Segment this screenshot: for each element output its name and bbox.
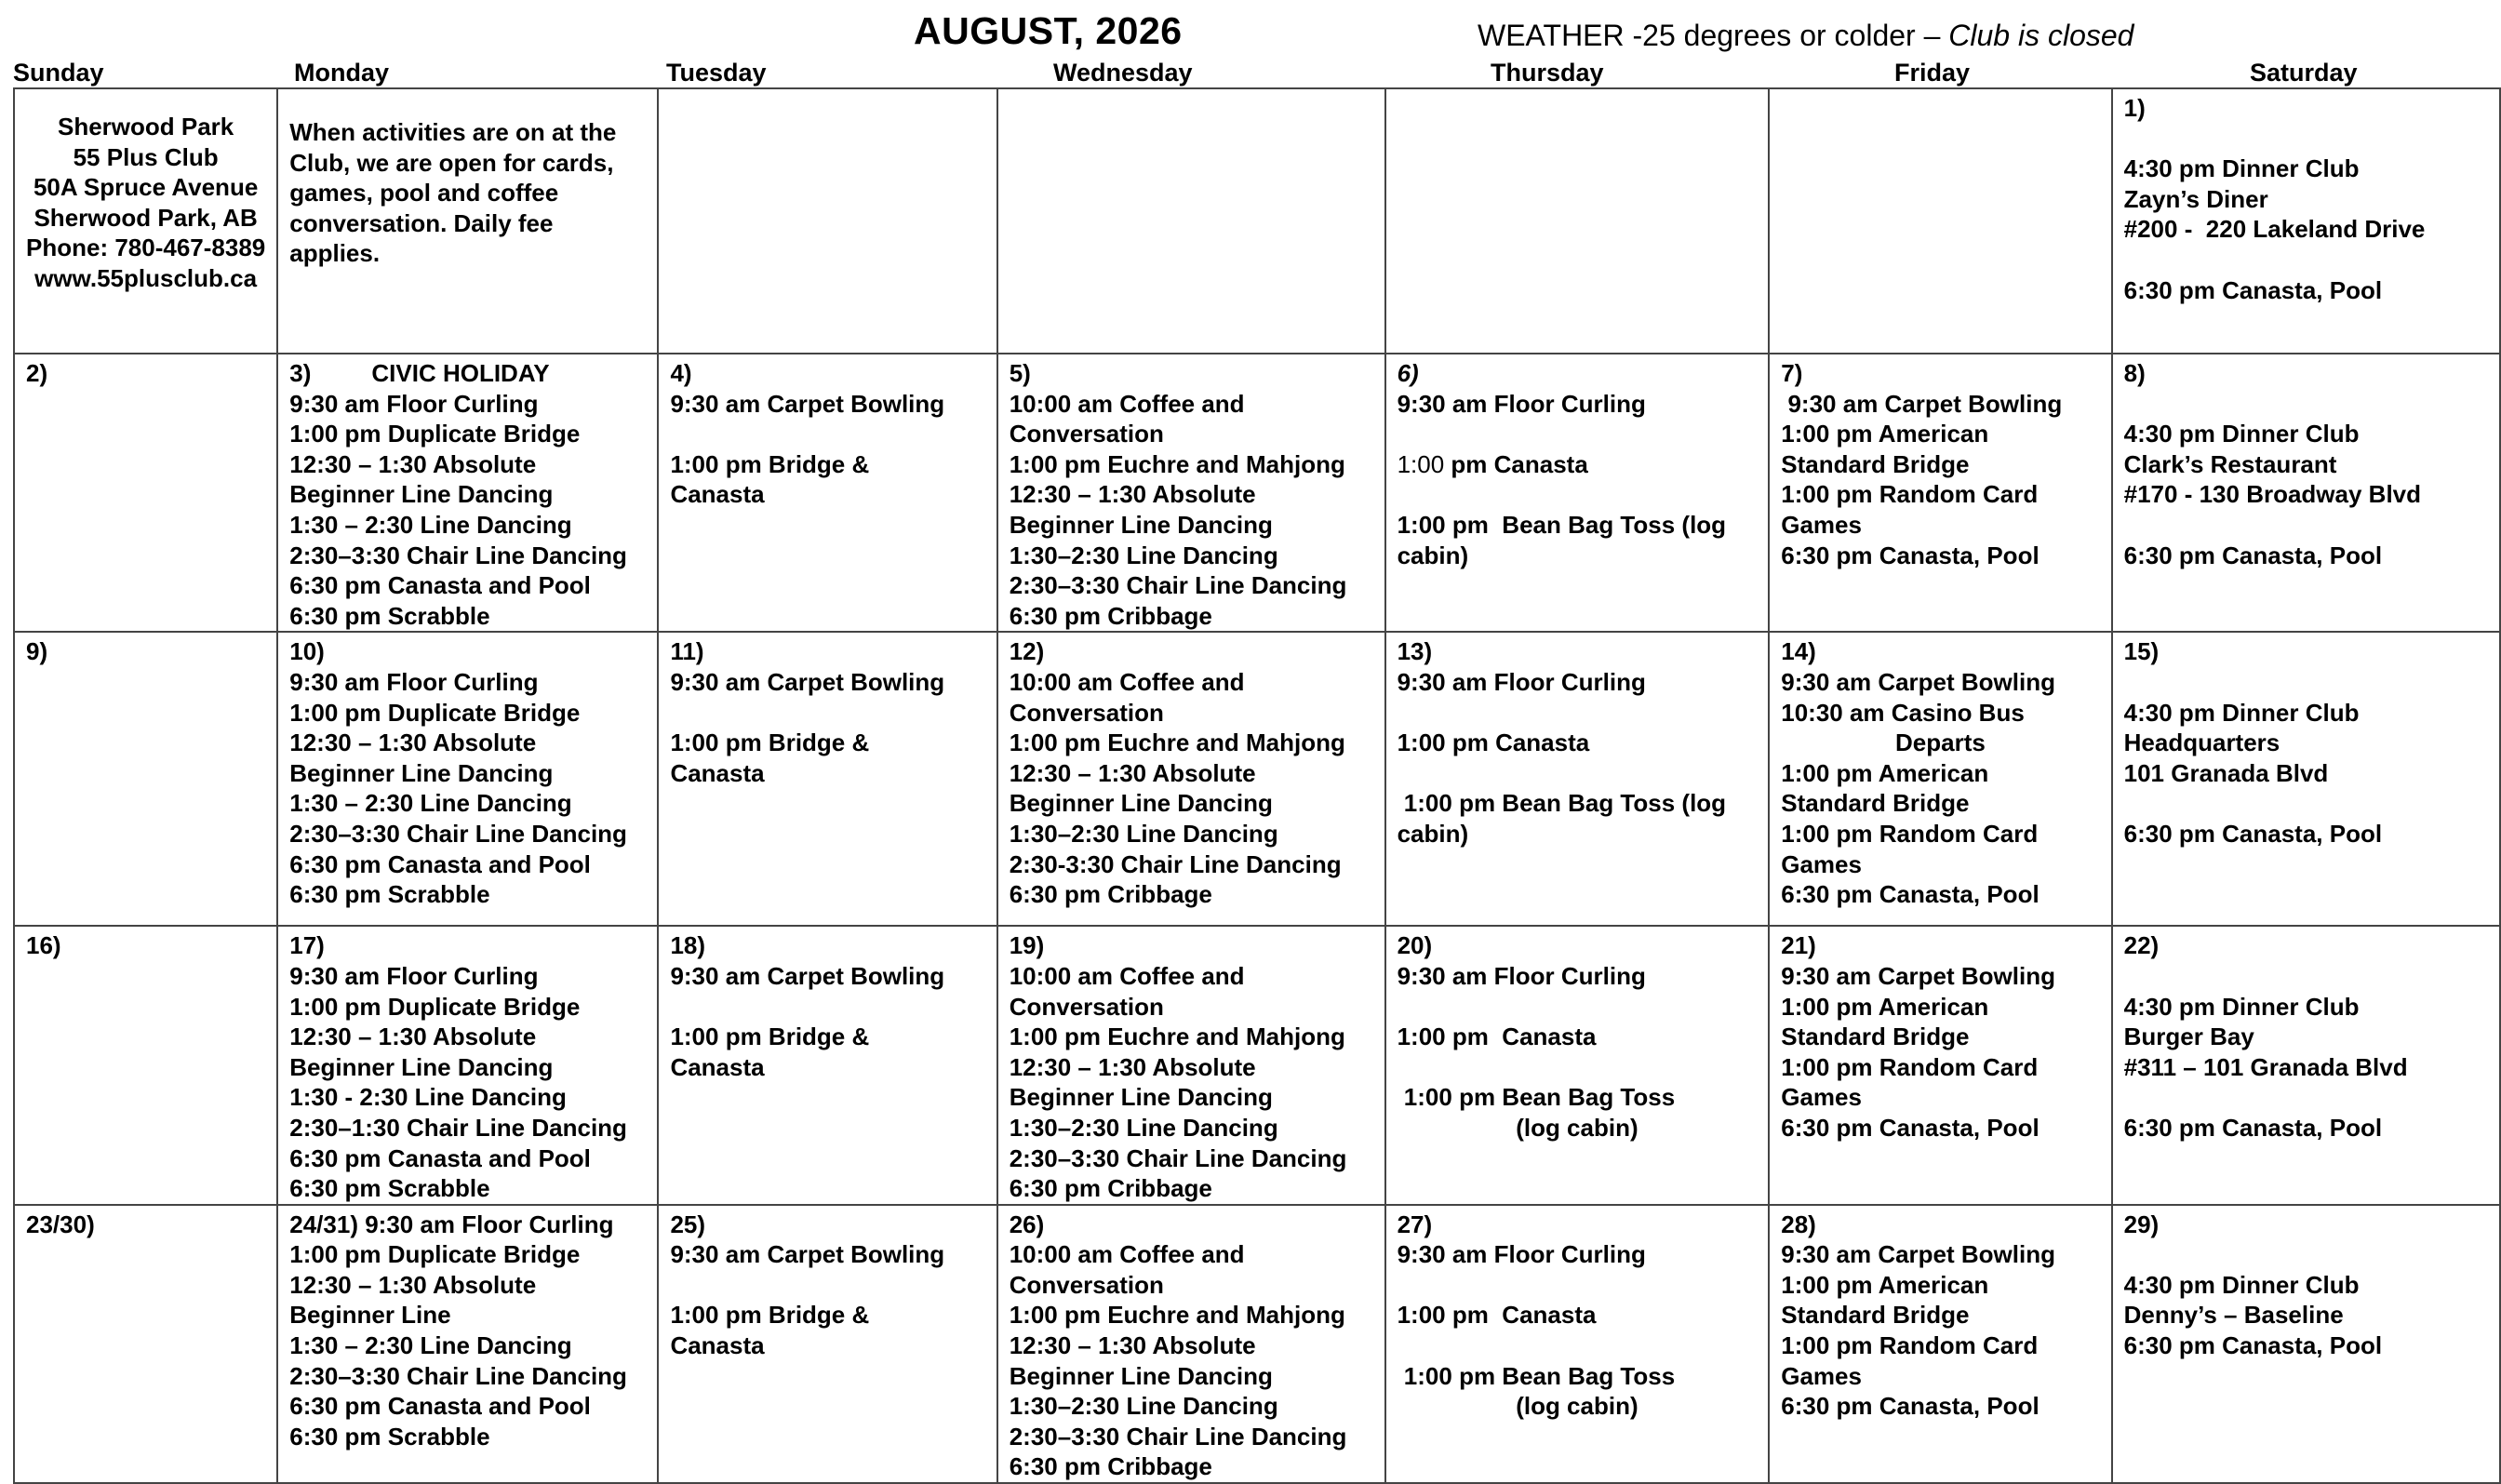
event-line: 1:30–2:30 Line Dancing xyxy=(1009,1392,1278,1421)
day-number: 17) xyxy=(289,931,325,960)
day-cell-23-30 xyxy=(14,1205,277,1483)
event-line: 4:30 pm Dinner Club xyxy=(2123,420,2360,448)
event-line: 1:00 pm Euchre and Mahjong xyxy=(1009,1301,1345,1330)
event-line: Conversation xyxy=(1009,992,1164,1021)
day-number: 10) xyxy=(289,637,325,666)
event-line: Beginner Line Dancing xyxy=(1009,789,1273,818)
day-number: 21) xyxy=(1781,931,1816,960)
event-line: 6:30 pm Cribbage xyxy=(1009,601,1212,630)
event-line: 6:30 pm Cribbage xyxy=(1009,1174,1212,1203)
event-line: Canasta xyxy=(670,758,765,787)
weather-notice xyxy=(1478,19,2133,53)
event-line: 6:30 pm Canasta, Pool xyxy=(2123,819,2383,848)
event-line: 6:30 pm Cribbage xyxy=(1009,1452,1212,1481)
event-line: 9:30 am Carpet Bowling xyxy=(1781,961,2055,990)
day-cell-empty xyxy=(1769,88,2111,354)
day-cell-empty xyxy=(997,88,1385,354)
event-line: Conversation xyxy=(1009,420,1164,448)
event-line: 6:30 pm Scrabble xyxy=(289,880,490,909)
notice-line: Club, we are open for cards, xyxy=(289,148,614,177)
event-line: 9:30 am Floor Curling xyxy=(289,667,539,696)
day-number: 18) xyxy=(670,931,706,960)
calendar-title: AUGUST, 2026 xyxy=(914,9,1183,52)
day-cell-7 xyxy=(1769,354,2111,632)
event-line: #200 - 220 Lakeland Drive xyxy=(2123,215,2426,244)
day-cell-12 xyxy=(997,632,1385,926)
day-number: 25) xyxy=(670,1210,706,1238)
event-line: 9:30 am Carpet Bowling xyxy=(670,1240,945,1269)
event-line: 4:30 pm Dinner Club xyxy=(2123,154,2360,183)
event-line: 6:30 pm Scrabble xyxy=(289,1174,490,1203)
notice-line: When activities are on at the xyxy=(289,118,617,146)
club-name: Sherwood Park xyxy=(57,113,234,140)
notice-line: games, pool and coffee xyxy=(289,179,559,207)
event-line: 1:00 pm Bean Bag Toss (log xyxy=(1397,789,1727,818)
event-line: Games xyxy=(1781,849,1862,878)
event-line: Clark’s Restaurant xyxy=(2123,449,2337,478)
day-cell-14 xyxy=(1769,632,2111,926)
day-number: 8) xyxy=(2123,359,2146,387)
event-line xyxy=(1398,449,1758,480)
event-line: 1:00 pm Duplicate Bridge xyxy=(289,698,581,727)
day-number: 6) xyxy=(1397,359,1419,387)
event-line: Beginner Line Dancing xyxy=(1009,1083,1273,1112)
event-line: Beginner Line Dancing xyxy=(1009,510,1273,539)
day-cell-28 xyxy=(1769,1205,2111,1483)
event-line: 1:00 pm Euchre and Mahjong xyxy=(1009,1023,1345,1051)
day-number: 11) xyxy=(670,637,704,666)
week-row-2 xyxy=(14,354,2500,632)
day-number: 28) xyxy=(1781,1210,1816,1238)
week-row-1 xyxy=(14,88,2500,354)
club-website: www.55plusclub.ca xyxy=(34,263,258,292)
event-time-normal: 1:00 xyxy=(1397,449,1445,478)
day-cell-17 xyxy=(277,926,658,1204)
day-number: 13) xyxy=(1397,637,1433,666)
event-line: Standard Bridge xyxy=(1781,789,1970,818)
day-number: 26) xyxy=(1009,1210,1045,1238)
event-line: Conversation xyxy=(1009,698,1164,727)
day-cell-25 xyxy=(658,1205,996,1483)
event-line: Standard Bridge xyxy=(1781,1301,1970,1330)
event-line: 1:30 – 2:30 Line Dancing xyxy=(289,510,572,539)
event-line: Burger Bay xyxy=(2123,1023,2254,1051)
event-line: #311 – 101 Granada Blvd xyxy=(2123,1052,2408,1081)
event-line: Beginner Line Dancing xyxy=(289,1052,554,1081)
event-line: 1:30–2:30 Line Dancing xyxy=(1009,541,1278,569)
event-line: 1:00 pm Canasta xyxy=(1397,1023,1597,1051)
event-line: 6:30 pm Canasta and Pool xyxy=(289,571,591,600)
event-line: 6:30 pm Cribbage xyxy=(1009,880,1212,909)
day-cell-6 xyxy=(1385,354,1770,632)
event-line: 12:30 – 1:30 Absolute xyxy=(289,449,537,478)
event-line: cabin) xyxy=(1397,819,1469,848)
event-line: 2:30–3:30 Chair Line Dancing xyxy=(1009,571,1347,600)
event-line: 6:30 pm Canasta, Pool xyxy=(2123,1331,2383,1360)
event-line: 1:00 pm Random Card xyxy=(1781,480,2039,509)
event-line: Beginner Line Dancing xyxy=(289,480,554,509)
event-text: pm Canasta xyxy=(1444,449,1588,478)
day-header-thursday: Thursday xyxy=(1491,59,1604,87)
event-line: 10:00 am Coffee and xyxy=(1009,389,1245,418)
event-line: Canasta xyxy=(670,480,765,509)
event-line: 2:30-3:30 Chair Line Dancing xyxy=(1009,849,1342,878)
day-cell-19 xyxy=(997,926,1385,1204)
club-address: 50A Spruce Avenue xyxy=(33,173,259,202)
event-line: 9:30 am Carpet Bowling xyxy=(1781,1240,2055,1269)
event-line: 1:00 pm American xyxy=(1781,420,1989,448)
event-line: 1:00 pm American xyxy=(1781,992,1989,1021)
event-line: 12:30 – 1:30 Absolute xyxy=(289,1023,537,1051)
event-line: 9:30 am Floor Curling xyxy=(1397,1240,1646,1269)
event-line: 9:30 am Floor Curling xyxy=(289,389,539,418)
event-line: 6:30 pm Canasta, Pool xyxy=(1781,880,2040,909)
event-line: Canasta xyxy=(670,1331,765,1360)
day-cell-8 xyxy=(2112,354,2500,632)
week-row-4 xyxy=(14,926,2500,1204)
event-line: 1:00 pm Euchre and Mahjong xyxy=(1009,729,1345,757)
event-line: 1:00 pm Bridge & xyxy=(670,1301,870,1330)
event-line: 2:30–3:30 Chair Line Dancing xyxy=(1009,1422,1347,1451)
event-line: 9:30 am Floor Curling xyxy=(1397,389,1646,418)
event-line: 1:00 pm Bridge & xyxy=(670,729,870,757)
day-cell-4 xyxy=(658,354,996,632)
notice-line: applies. xyxy=(289,239,381,268)
event-line: 12:30 – 1:30 Absolute xyxy=(1009,480,1256,509)
day-cell-empty xyxy=(1385,88,1770,354)
event-line: 4:30 pm Dinner Club xyxy=(2123,698,2360,727)
event-line: 1:00 pm Bean Bag Toss xyxy=(1397,1361,1676,1390)
event-line: 1:00 pm Duplicate Bridge xyxy=(289,1240,581,1269)
day-cell-22 xyxy=(2112,926,2500,1204)
event-line: Canasta xyxy=(670,1052,765,1081)
event-line: 6:30 pm Canasta, Pool xyxy=(1781,1113,2040,1142)
day-cell-16 xyxy=(14,926,277,1204)
day-header-wednesday: Wednesday xyxy=(1053,59,1193,87)
weather-text: WEATHER -25 degrees or colder – xyxy=(1478,19,1949,52)
day-header-saturday: Saturday xyxy=(2250,59,2358,87)
day-cell-15 xyxy=(2112,632,2500,926)
day-header-tuesday: Tuesday xyxy=(666,59,767,87)
event-line: 1:00 pm Random Card xyxy=(1781,819,2039,848)
event-line: 9:30 am Carpet Bowling xyxy=(1781,389,2063,418)
event-line: 12:30 – 1:30 Absolute xyxy=(289,729,537,757)
event-line: 6:30 pm Canasta, Pool xyxy=(2123,1113,2383,1142)
day-number: 15) xyxy=(2123,637,2160,666)
day-cell-empty xyxy=(658,88,996,354)
event-line: 9:30 am Floor Curling xyxy=(289,961,539,990)
event-line: 1:00 pm Random Card xyxy=(1781,1331,2039,1360)
event-line: 12:30 – 1:30 Absolute xyxy=(1009,1052,1256,1081)
day-number: 19) xyxy=(1009,931,1045,960)
event-line: (log cabin) xyxy=(1516,1392,1638,1421)
event-line: 10:30 am Casino Bus xyxy=(1781,698,2025,727)
event-line: 1:30 - 2:30 Line Dancing xyxy=(289,1083,567,1112)
event-line: (log cabin) xyxy=(1516,1113,1638,1142)
event-line: 101 Granada Blvd xyxy=(2123,758,2329,787)
event-line: 2:30–3:30 Chair Line Dancing xyxy=(289,1361,627,1390)
event-line: 6:30 pm Canasta and Pool xyxy=(289,1143,591,1172)
event-line: Standard Bridge xyxy=(1781,449,1970,478)
day-cell-3 xyxy=(277,354,658,632)
day-cell-1 xyxy=(2112,88,2500,354)
weather-closed-text: Club is closed xyxy=(1948,19,2134,52)
day-number: 1) xyxy=(2123,94,2146,122)
day-number: 5) xyxy=(1009,359,1031,387)
event-line: 1:30–2:30 Line Dancing xyxy=(1009,819,1278,848)
event-line: 1:00 pm Bean Bag Toss xyxy=(1397,1083,1676,1112)
event-line: 1:00 pm Canasta xyxy=(1397,729,1590,757)
event-line: 9:30 am Floor Curling xyxy=(1397,961,1646,990)
event-line: 9:30 am Floor Curling xyxy=(1397,667,1646,696)
event-line: 2:30–3:30 Chair Line Dancing xyxy=(289,541,627,569)
event-line: 10:00 am Coffee and xyxy=(1009,1240,1245,1269)
event-line: 2:30–3:30 Chair Line Dancing xyxy=(1009,1143,1347,1172)
event-line: 2:30–1:30 Chair Line Dancing xyxy=(289,1113,627,1142)
event-line: 1:00 pm Duplicate Bridge xyxy=(289,420,581,448)
day-cell-29 xyxy=(2112,1205,2500,1483)
day-number: 2) xyxy=(26,359,48,387)
event-line: 10:00 am Coffee and xyxy=(1009,667,1245,696)
event-line: 9:30 am Carpet Bowling xyxy=(670,667,945,696)
event-line: 10:00 am Coffee and xyxy=(1009,961,1245,990)
event-line: 1:00 pm Bridge & xyxy=(670,1023,870,1051)
day-cell-18 xyxy=(658,926,996,1204)
event-line: 6:30 pm Scrabble xyxy=(289,1422,490,1451)
calendar-grid xyxy=(13,87,2501,1484)
day-header-sunday: Sunday xyxy=(13,59,104,87)
club-subname: 55 Plus Club xyxy=(73,142,219,171)
event-line: Beginner Line Dancing xyxy=(289,758,554,787)
day-number: 14) xyxy=(1781,637,1816,666)
event-line: Denny’s – Baseline xyxy=(2123,1301,2344,1330)
event-line: 1:00 pm Canasta xyxy=(1397,1301,1597,1330)
event-line: Games xyxy=(1781,1083,1862,1112)
day-cell-5 xyxy=(997,354,1385,632)
event-line: Beginner Line xyxy=(289,1301,451,1330)
club-notice-cell xyxy=(277,88,658,354)
event-line: 6:30 pm Scrabble xyxy=(289,601,490,630)
event-line: 6:30 pm Canasta, Pool xyxy=(1781,1392,2040,1421)
event-line: 1:30 – 2:30 Line Dancing xyxy=(289,789,572,818)
day-number: 16) xyxy=(26,931,61,960)
day-header-friday: Friday xyxy=(1894,59,1971,87)
day-number: 20) xyxy=(1397,931,1433,960)
event-line: 9:30 am Carpet Bowling xyxy=(670,389,945,418)
event-line: Zayn’s Diner xyxy=(2123,184,2268,213)
event-line: 6:30 pm Canasta, Pool xyxy=(2123,541,2383,569)
day-cell-9 xyxy=(14,632,277,926)
event-line: 24/31) 9:30 am Floor Curling xyxy=(289,1210,614,1238)
day-cell-20 xyxy=(1385,926,1770,1204)
day-cell-13 xyxy=(1385,632,1770,926)
event-line: 1:30 – 2:30 Line Dancing xyxy=(289,1331,572,1360)
day-cell-24-31 xyxy=(277,1205,658,1483)
day-number: 12) xyxy=(1009,637,1045,666)
event-line: Headquarters xyxy=(2123,729,2280,757)
notice-line: conversation. Daily fee xyxy=(289,208,554,237)
event-line: 1:00 pm Bridge & xyxy=(670,449,870,478)
day-cell-10 xyxy=(277,632,658,926)
event-line: Standard Bridge xyxy=(1781,1023,1970,1051)
day-number: 4) xyxy=(670,359,692,387)
event-line: 12:30 – 1:30 Absolute xyxy=(1009,1331,1256,1360)
event-line: 12:30 – 1:30 Absolute xyxy=(289,1270,537,1299)
event-line: 1:30–2:30 Line Dancing xyxy=(1009,1113,1278,1142)
event-line: Departs xyxy=(1895,729,1986,757)
event-line: 1:00 pm Duplicate Bridge xyxy=(289,992,581,1021)
event-line: 4:30 pm Dinner Club xyxy=(2123,992,2360,1021)
day-header-monday: Monday xyxy=(294,59,390,87)
event-line: 9:30 am Carpet Bowling xyxy=(670,961,945,990)
day-cell-2 xyxy=(14,354,277,632)
day-number: 23/30) xyxy=(26,1210,95,1238)
club-city: Sherwood Park, AB xyxy=(33,203,258,232)
day-number: 29) xyxy=(2123,1210,2160,1238)
day-cell-26 xyxy=(997,1205,1385,1483)
day-cell-27 xyxy=(1385,1205,1770,1483)
day-cell-21 xyxy=(1769,926,2111,1204)
event-line: Games xyxy=(1781,1361,1862,1390)
event-line: 4:30 pm Dinner Club xyxy=(2123,1270,2360,1299)
event-line: 12:30 – 1:30 Absolute xyxy=(1009,758,1256,787)
day-cell-11 xyxy=(658,632,996,926)
day-number: 22) xyxy=(2123,931,2160,960)
week-row-3 xyxy=(14,632,2500,926)
event-line: 2:30–3:30 Chair Line Dancing xyxy=(289,819,627,848)
week-row-5 xyxy=(14,1205,2500,1483)
event-line: 6:30 pm Canasta and Pool xyxy=(289,849,591,878)
event-line: Games xyxy=(1781,510,1862,539)
club-phone: Phone: 780-467-8389 xyxy=(26,234,266,262)
day-number: 27) xyxy=(1397,1210,1433,1238)
day-number: 9) xyxy=(26,637,48,666)
day-number-holiday: 3) CIVIC HOLIDAY xyxy=(289,359,550,387)
event-line: 1:00 pm American xyxy=(1781,758,1989,787)
event-line: Beginner Line Dancing xyxy=(1009,1361,1273,1390)
event-line: #170 - 130 Broadway Blvd xyxy=(2123,480,2422,509)
event-line: 6:30 pm Canasta, Pool xyxy=(2123,275,2383,304)
event-line: 1:00 pm Random Card xyxy=(1781,1052,2039,1081)
event-line: 1:00 pm American xyxy=(1781,1270,1989,1299)
club-info-cell xyxy=(14,88,277,354)
event-line: 6:30 pm Canasta and Pool xyxy=(289,1392,591,1421)
day-number: 7) xyxy=(1781,359,1803,387)
event-line: 6:30 pm Canasta, Pool xyxy=(1781,541,2040,569)
event-line: cabin) xyxy=(1397,541,1469,569)
event-line: 1:00 pm Euchre and Mahjong xyxy=(1009,449,1345,478)
event-line: Conversation xyxy=(1009,1270,1164,1299)
event-line: 9:30 am Carpet Bowling xyxy=(1781,667,2055,696)
event-line: 1:00 pm Bean Bag Toss (log xyxy=(1397,510,1727,539)
